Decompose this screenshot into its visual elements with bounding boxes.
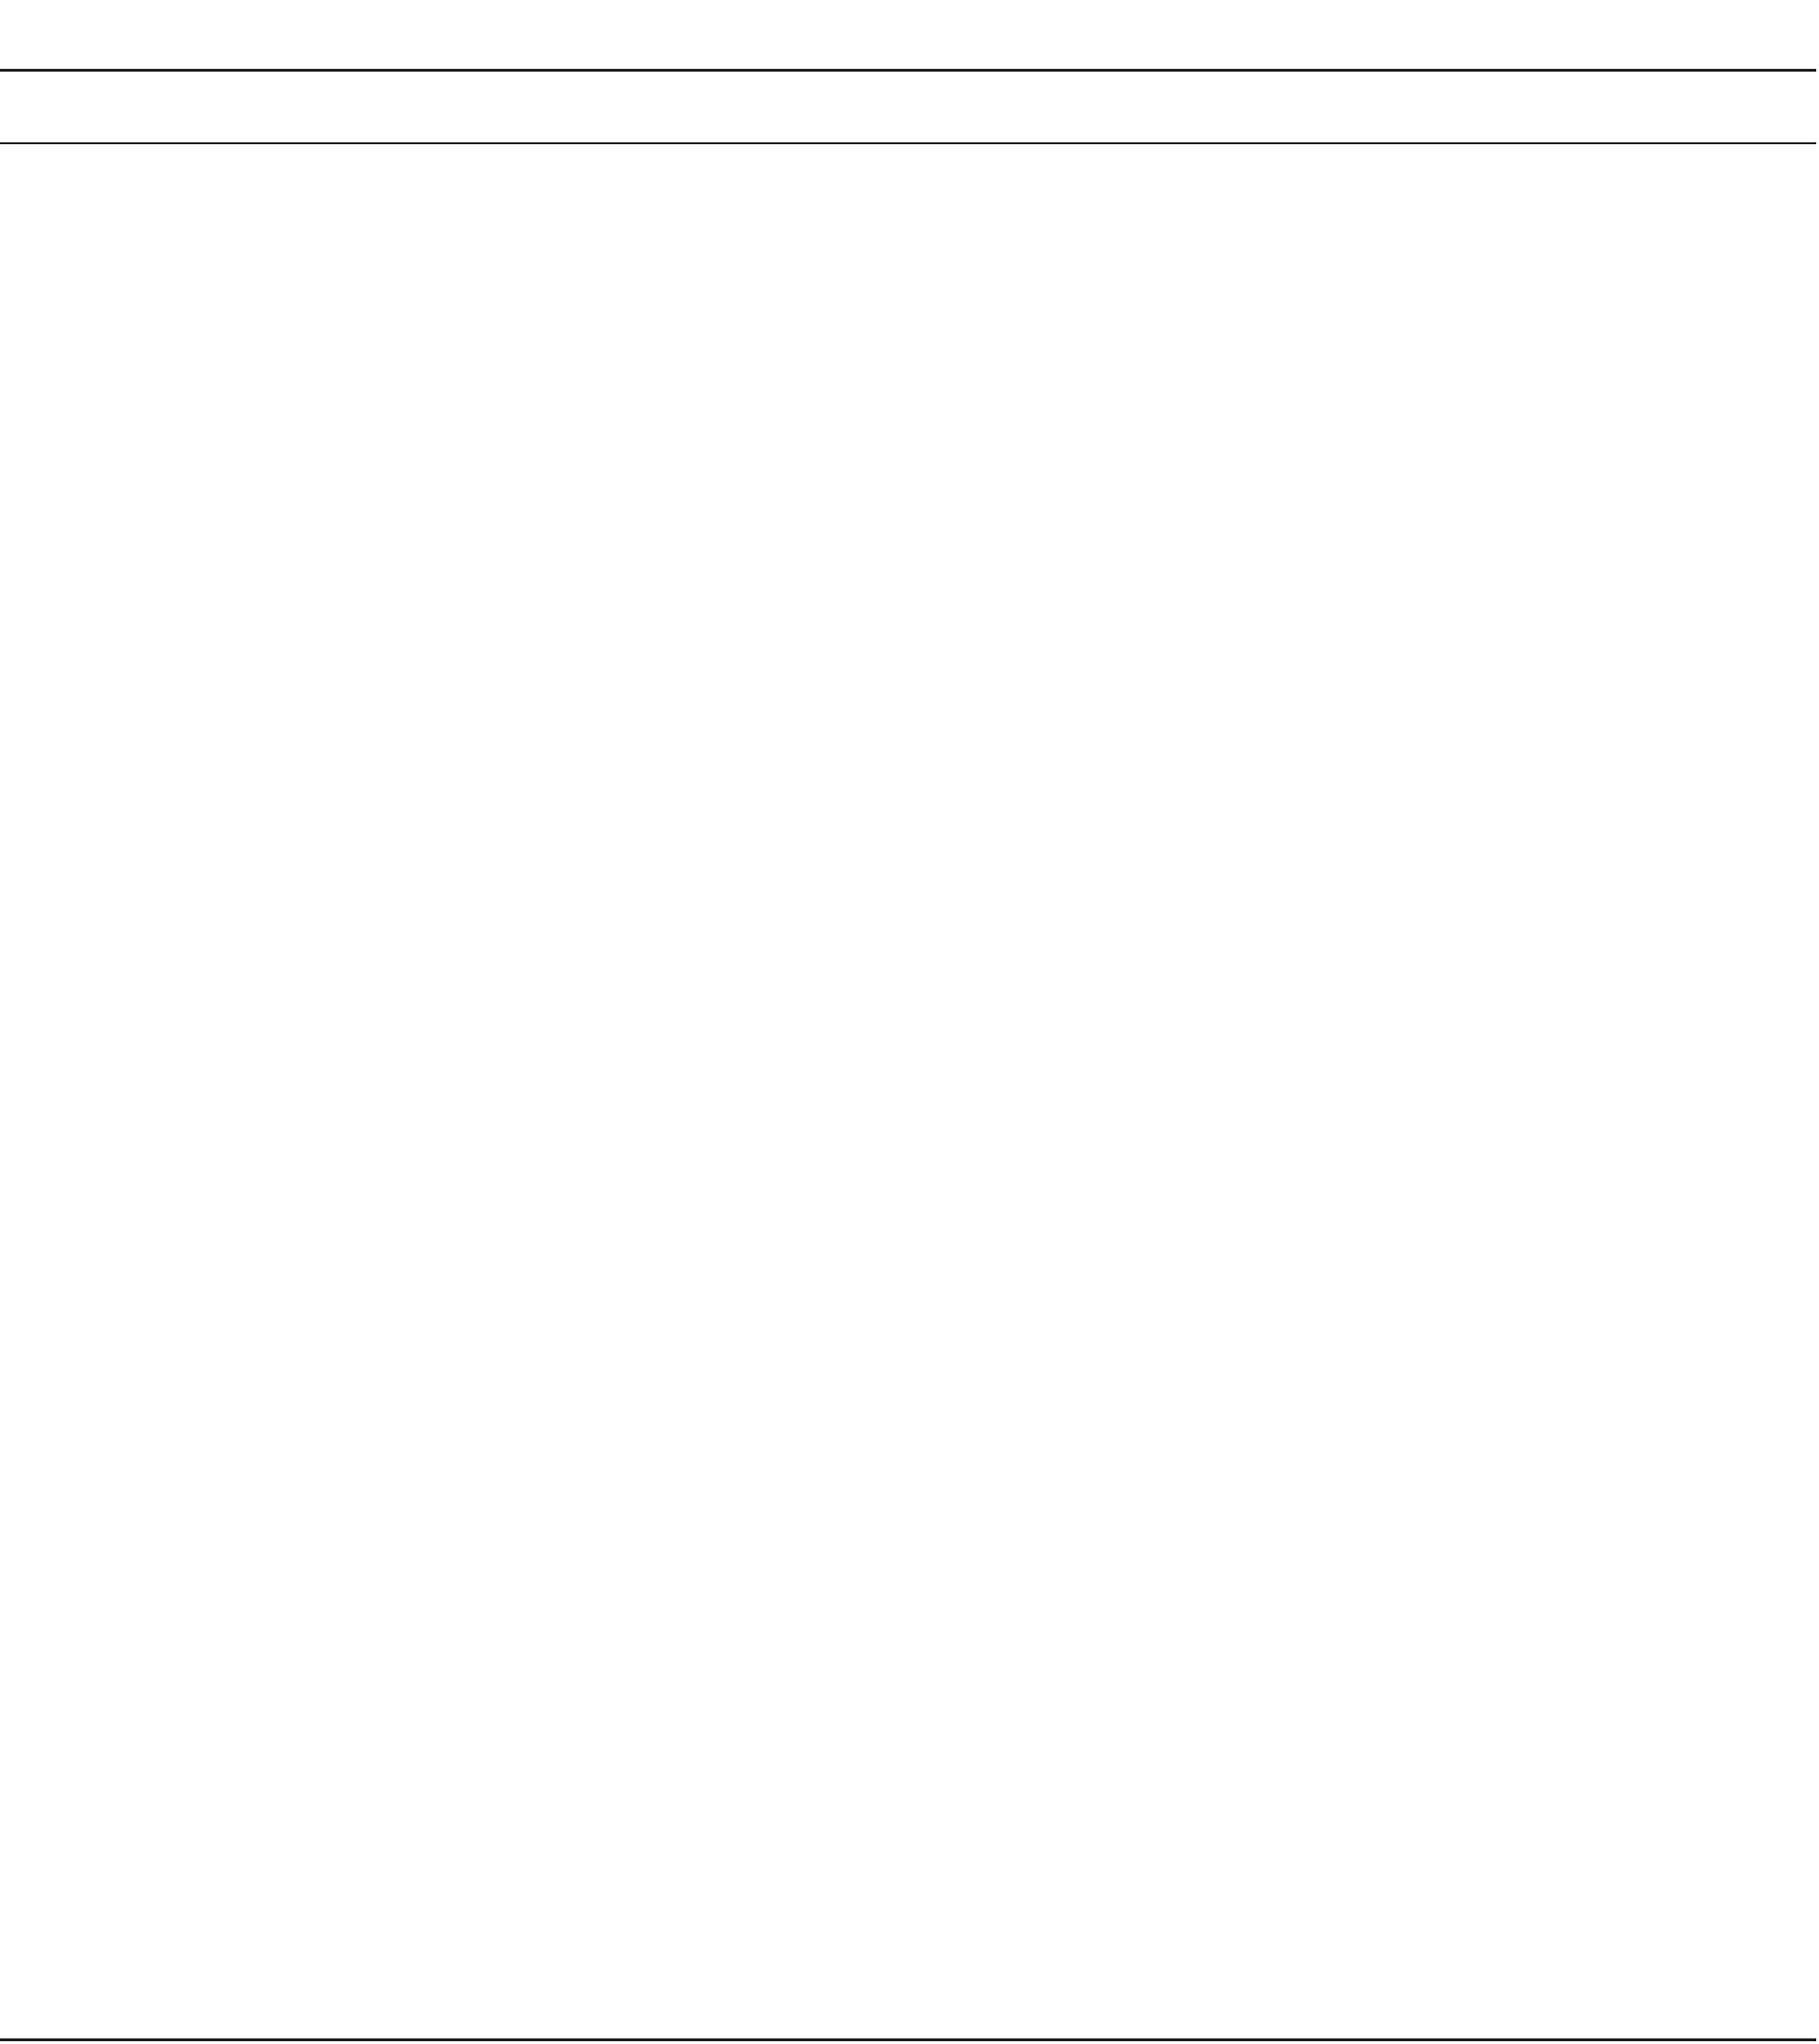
header-rule: [0, 142, 1816, 144]
table-caption: [0, 0, 1819, 41]
bottom-rule: [0, 2038, 1816, 2041]
top-rule: [0, 69, 1816, 72]
